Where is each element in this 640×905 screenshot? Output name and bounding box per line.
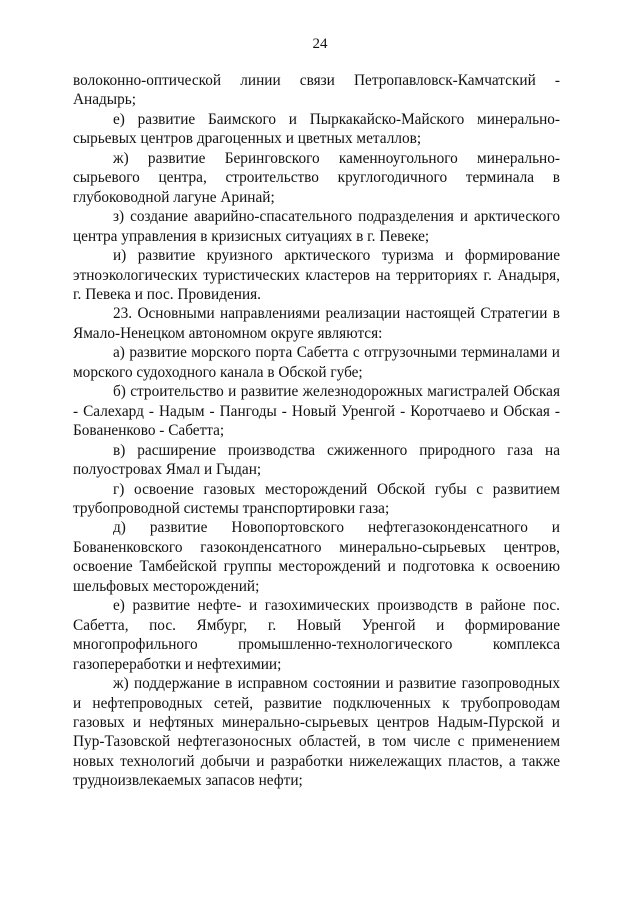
paragraph: ж) развитие Беринговского каменноугольного минерально-сырьевого центра, строительство круглогодичного терминала в глубоководной лагуне Аринай;: [73, 149, 560, 206]
paragraph: б) строительство и развитие железнодорожных магистралей Обская - Салехард - Надым - Пангоды - Новый Уренгой - Коротчаево и Обская - Бованенково - Сабетта;: [73, 383, 560, 440]
paragraph: 23. Основными направлениями реализации настоящей Стратегии в Ямало-Ненецком автономном округе являются:: [73, 305, 560, 342]
paragraph: а) развитие морского порта Сабетта с отгрузочными терминалами и морского судоходного канала в Обской губе;: [73, 344, 560, 381]
paragraph: г) освоение газовых месторождений Обской губы с развитием трубопроводной системы транспортировки газа;: [73, 480, 560, 517]
paragraph: в) расширение производства сжиженного природного газа на полуостровах Ямал и Гыдан;: [73, 441, 560, 479]
paragraph: з) создание аварийно-спасательного подразделения и арктического центра управления в кризисных ситуациях в г. Певеке;: [73, 208, 560, 245]
paragraph: и) развитие круизного арктического туризма и формирование этноэкологических туристических кластеров на территориях г. Анадыря, г. Певека и пос. Провидения.: [73, 247, 560, 303]
paragraph: ж) поддержание в исправном состоянии и развитие газопроводных и нефтепроводных сетей, развитие подключенных к трубопроводам газовых и нефтяных минерально-сырьевых центров Надым-Пурской и Пур-Тазовской нефтегазоносных областей, в том числе с применением новых технологий добычи и разработки нижележащих пластов, а также трудноизвлекаемых запасов нефти;: [73, 675, 560, 790]
paragraph: волоконно-оптической линии связи Петропавловск-Камчатский - Анадырь;: [73, 72, 560, 109]
paragraph: е) развитие Баимского и Пыркакайско-Майского минерально-сырьевых центров драгоценных и цветных металлов;: [73, 110, 560, 148]
page-number: 24: [312, 36, 328, 52]
document-body: [73, 71, 560, 791]
paragraph: е) развитие нефте- и газохимических производств в районе пос. Сабетта, пос. Ямбург, г. Новый Уренгой и формирование многопрофильного промышленно-технологического комплекса газопереработки и нефтехимии;: [73, 597, 560, 673]
paragraph: д) развитие Новопортовского нефтегазоконденсатного и Бованенковского газоконденсатного минерально-сырьевых центров, освоение Тамбейской группы месторождений и подготовка к освоению шельфовых месторождений;: [73, 519, 560, 595]
